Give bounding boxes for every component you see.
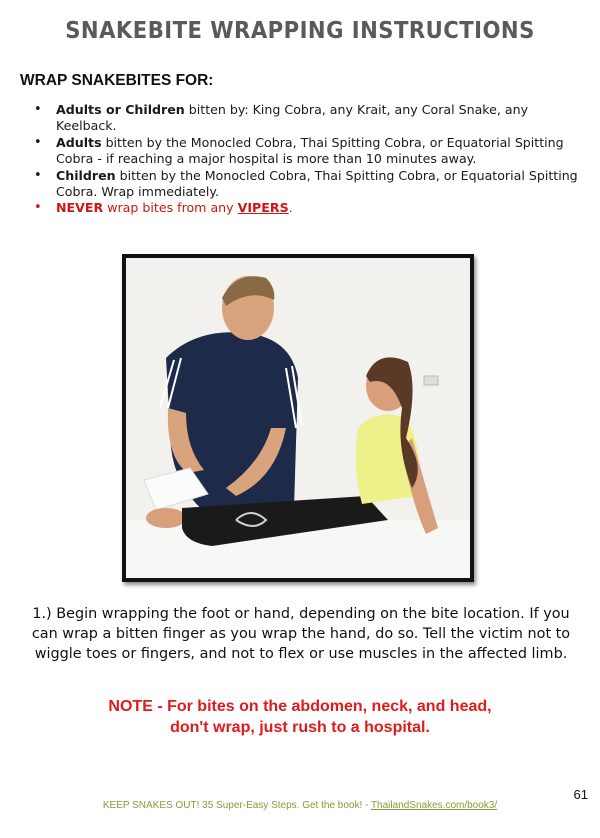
- wall-outlet: [424, 376, 438, 385]
- bullet-list: [34, 102, 582, 217]
- note-line-2: don't wrap, just rush to a hospital.: [170, 719, 430, 736]
- vipers-emphasis: VIPERS: [237, 200, 289, 216]
- warning-end: .: [288, 200, 293, 216]
- bullet-item-adults-or-children: [34, 102, 582, 135]
- note-line-1: NOTE - For bites on the abdomen, neck, and head,: [108, 698, 492, 715]
- warning-bold-label: NEVER: [56, 200, 104, 216]
- bullet-text: bitten by the Monocled Cobra, Thai Spitting Cobra, or Equatorial Spitting Cobra. Wrap immediately.: [56, 167, 578, 200]
- bullet-item-adults: [34, 135, 582, 168]
- warning-text: wrap bites from any: [103, 200, 238, 216]
- bullet-item-children: [34, 168, 582, 201]
- instruction-photo: [122, 254, 474, 582]
- bullet-item-never-vipers: [34, 200, 582, 216]
- footer-text: KEEP SNAKES OUT! 35 Super-Easy Steps. Get the book! -: [102, 800, 371, 811]
- page-title: SNAKEBITE WRAPPING INSTRUCTIONS: [65, 18, 535, 44]
- photo-illustration: [126, 258, 470, 578]
- step-instruction: 1.) Begin wrapping the foot or hand, depending on the bite location. If you can wrap a bitten finger as you wrap the hand, do so. Tell the victim not to wiggle toes or fingers, and not to flex or use muscles in the affected limb.: [31, 606, 571, 662]
- bullet-bold-label: Adults or Children: [56, 102, 185, 117]
- bullet-text: bitten by the Monocled Cobra, Thai Spitting Cobra, or Equatorial Spitting Cobra - if reaching a major hospital is more than 10 minutes away.: [56, 134, 564, 167]
- bullet-text: bitten by: King Cobra, any Krait, any Coral Snake, any Keelback.: [56, 102, 529, 134]
- note-warning: [0, 696, 600, 738]
- footer: [0, 800, 600, 811]
- section-heading: WRAP SNAKEBITES FOR:: [20, 72, 214, 89]
- girl-foot: [146, 508, 186, 528]
- page-number: 61: [573, 787, 588, 802]
- bullet-bold-label: Children: [56, 167, 116, 183]
- footer-book-link[interactable]: ThailandSnakes.com/book3/: [370, 800, 498, 811]
- bullet-bold-label: Adults: [56, 134, 102, 150]
